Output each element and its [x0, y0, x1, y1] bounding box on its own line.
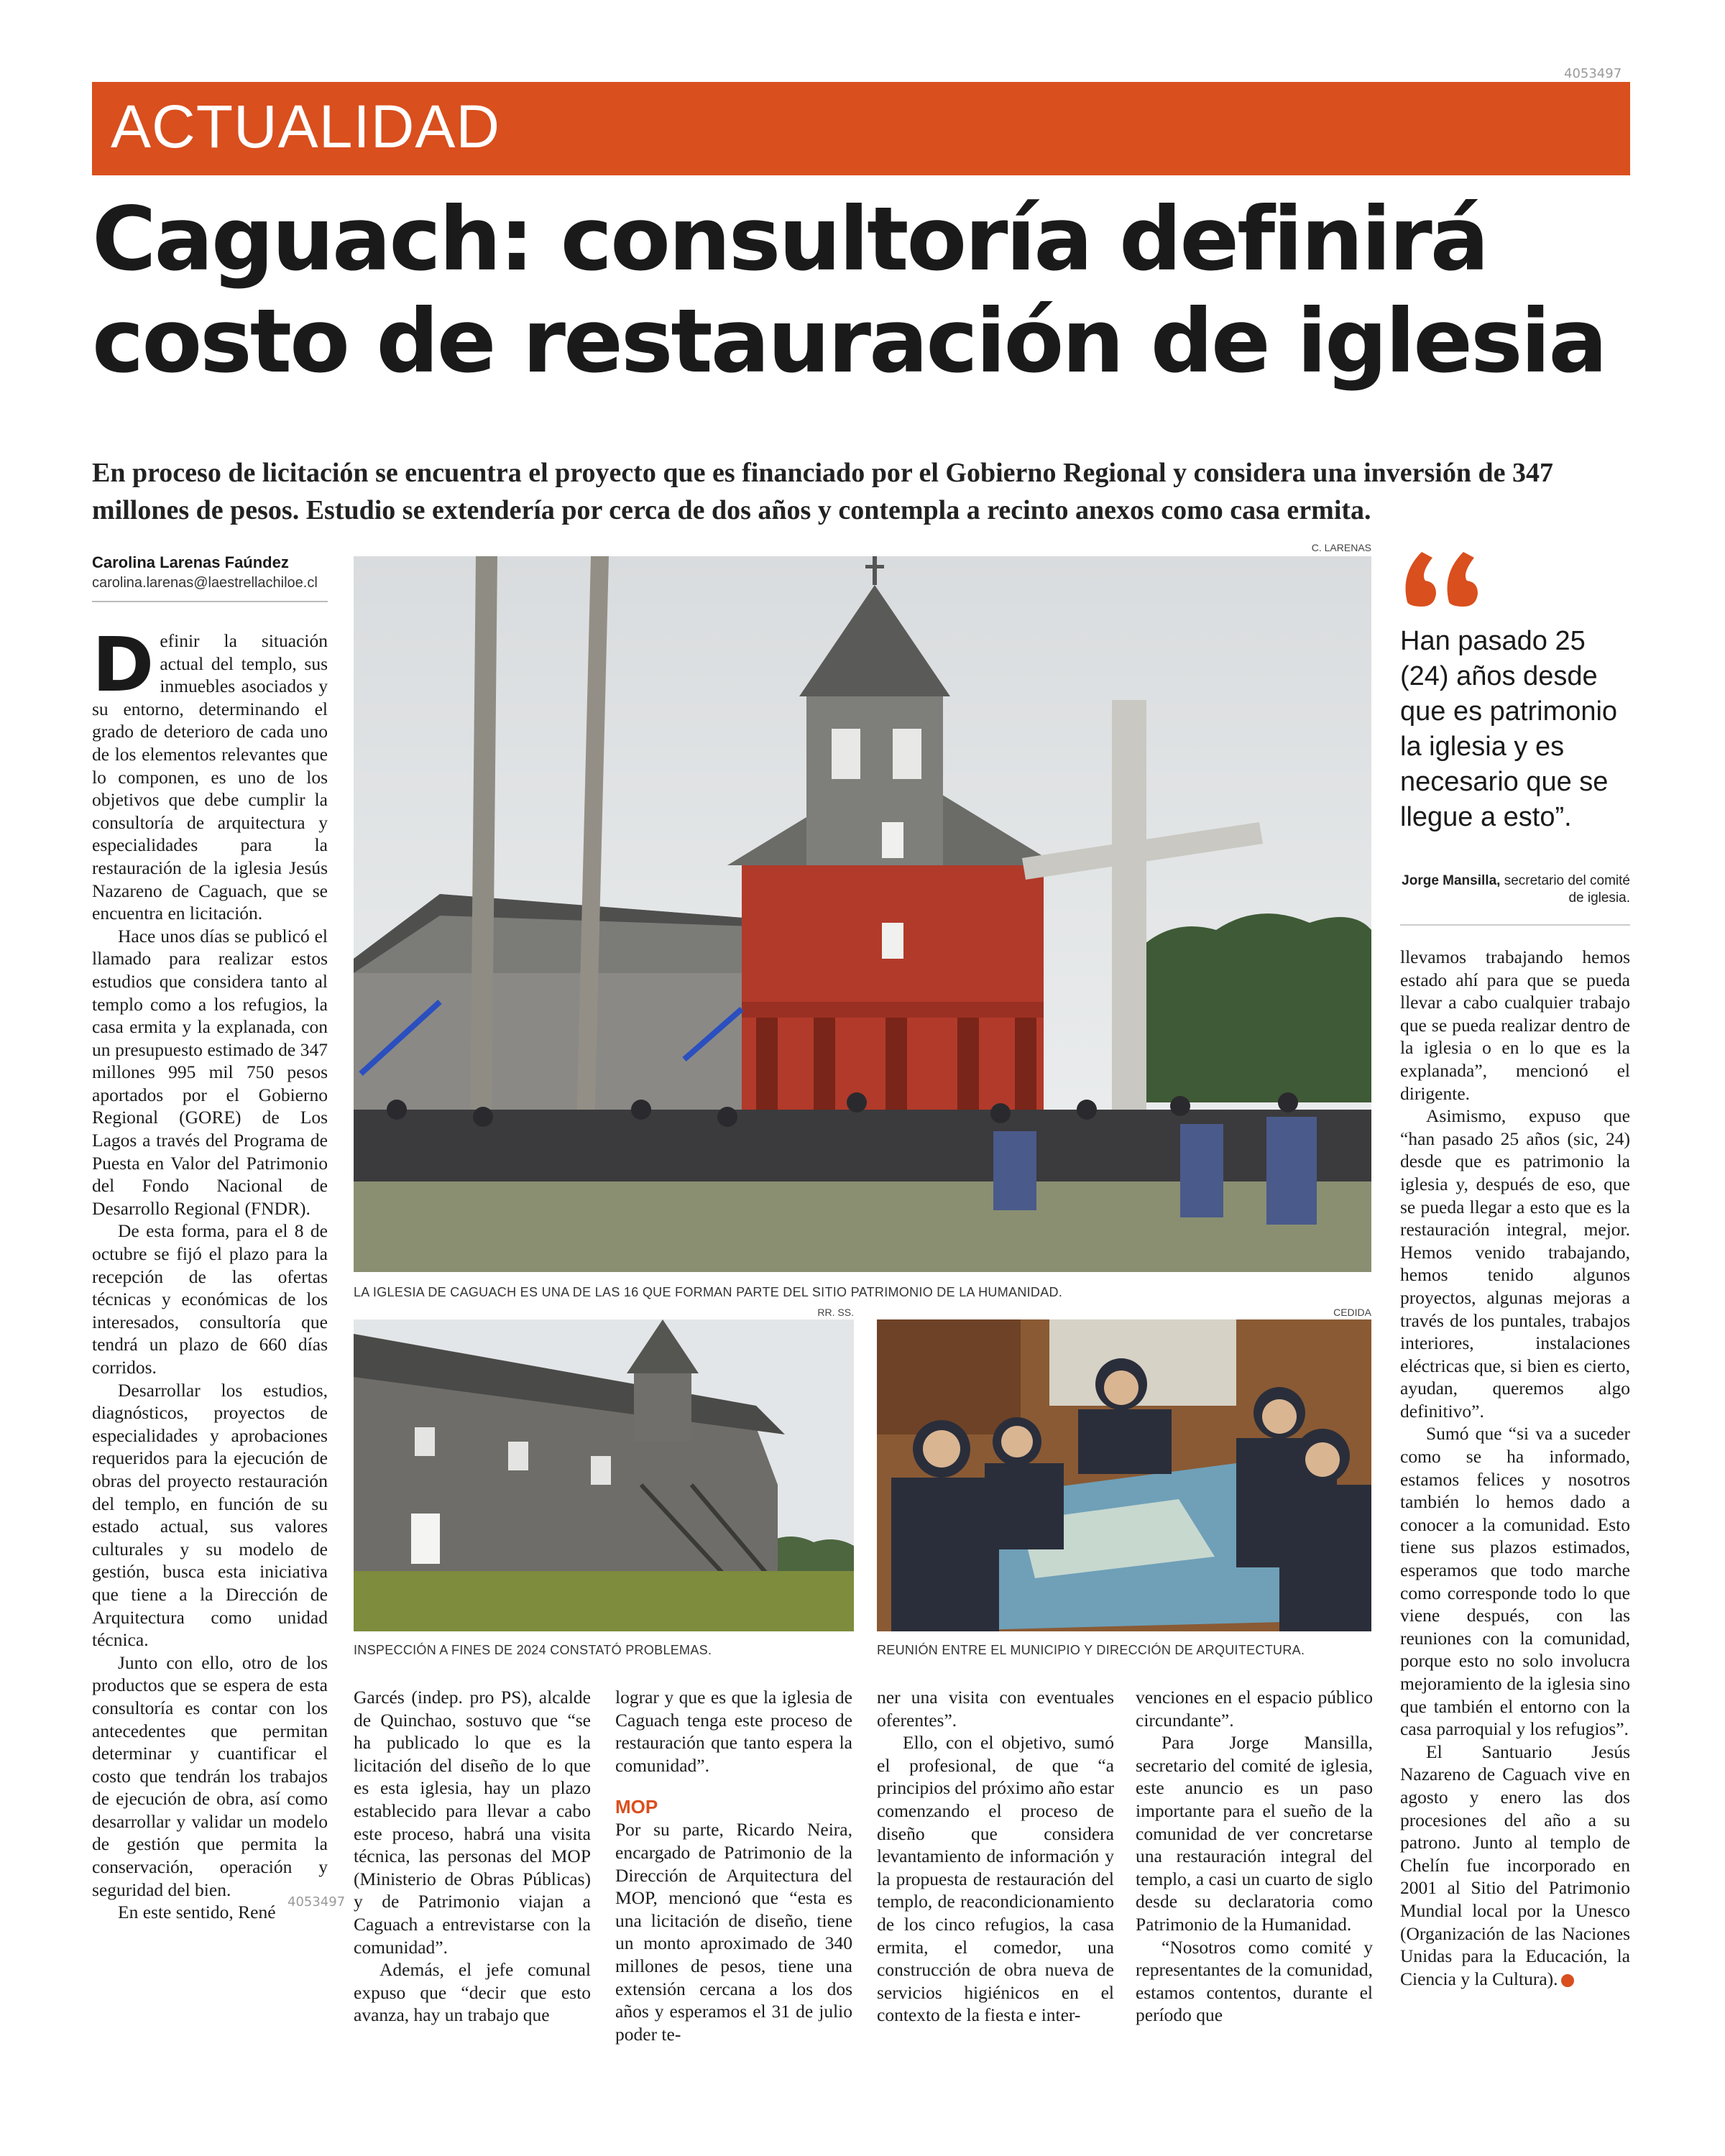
section-label: ACTUALIDAD [111, 93, 501, 160]
col6-paragraph-1: llevamos trabajando hemos estado ahí para que se pueda llevar a cabo cualquier trabajo que se pueda realizar dentro de la iglesia o en lo que es la explanada”, mencionó el dirigente. [1400, 946, 1630, 1104]
col1-paragraph-5: Junto con ello, otro de los productos que se espera de esta consultoría es contar con los antecedentes que permitan determinar y cuantificar el costo que tendrán los trabajos de ejecución de obra, así como desarrollar y validar un modelo de gestión que permita la conservación, operación y seguridad del bien. [92, 1651, 328, 1900]
col1-paragraph-3: De esta forma, para el 8 de octubre se fijó el plazo para la recepción de las ofertas técnicas y económicas de los interesados, consultoría que tendrá un plazo de 660 días corridos. [92, 1220, 328, 1378]
col5-paragraph-3: “Nosotros como comité y representantes de la comunidad, estamos contentos, durante el período que [1136, 1936, 1373, 2026]
church-side-caption: INSPECCIÓN A FINES DE 2024 CONSTATÓ PROBLEMAS. [354, 1643, 712, 1657]
col1-paragraph-4: Desarrollar los estudios, diagnósticos, proyectos de especialidades y aprobaciones requeridos para la ejecución de obras del proyecto restauración del templo, en función de su estado actual, sus valores culturales y su modelo de gestión, busca esta iniciativa que tiene a la Dirección de Arquitectura como unidad técnica. [92, 1379, 328, 1651]
byline-name: Carolina Larenas Faúndez [92, 553, 289, 571]
col2-paragraph-1: Garcés (indep. pro PS), alcalde de Quinchao, sostuvo que “se ha publicado lo que es la licitación del diseño de lo que es esta iglesia, hay un plazo establecido para llevar a cabo este proceso, habrá una visita técnica, las personas del MOP (Ministerio de Obras Públicas) y de Patrimonio viajan a Caguach a entrevistarse con la comunidad”. [354, 1687, 591, 1958]
opening-quote-icon [1400, 538, 1486, 609]
col4-paragraph-1: ner una visita con eventuales oferentes”. [877, 1687, 1114, 1731]
pull-quote-source-role: secretario del comité de iglesia. [1504, 873, 1630, 906]
clip-id-middle: 4053497 [288, 1894, 346, 1909]
section-banner [92, 82, 1630, 175]
headline-line-2: costo de restauración de iglesia [92, 290, 1606, 392]
headline-line-1: Caguach: consultoría definirá [92, 188, 1488, 290]
pull-quote-text: Han pasado 25 (24) años desde que es patrimonio la iglesia y es necesario que se llegue a esto”. [1400, 626, 1618, 832]
body-column-5 [1136, 1686, 1373, 2027]
col4-paragraph-2: Ello, con el objetivo, sumó el profesional, de que “a principios del próximo año estar comenzando el proceso de diseño que considera levantamiento de información y la propuesta de restauración del templo, de reacondicionamiento de los cinco refugios, la casa ermita, el comedor, una construcción de obra nueva de servicios higiénicos en el contexto de la fiesta e inter- [877, 1732, 1115, 2026]
byline-email[interactable]: carolina.larenas@laestrellachiloe.cl [92, 575, 318, 591]
pull-quote-source [1400, 872, 1630, 907]
col3-paragraph-2: Por su parte, Ricardo Neira, encargado de Patrimonio de la Dirección de Arquitectura del MOP, mencionó que “esta es una licitación de diseño, tiene un monto aproximado de 340 millones de pesos, tiene una extensión cercana a los dos años y esperamos el 31 de julio poder te- [615, 1819, 852, 2045]
col2-paragraph-2: Además, el jefe comunal expuso que “decir que esto avanza, hay un trabajo que [354, 1959, 591, 2026]
church-side-photo-credit: RR. SS. [817, 1307, 854, 1318]
meeting-photo [877, 1319, 1371, 1631]
church-photo-illustration [354, 556, 1371, 1272]
col1-paragraph-1: efinir la situación actual del templo, sus inmuebles asociados y su entorno, determinando el grado de deterioro de cada uno de los elementos relevantes que lo componen, es uno de los objetivos que debe cumplir la consultoría de arquitectura y especialidades para la restauración de la iglesia Jesús Nazareno de Caguach, que se encuentra en licitación. [92, 630, 328, 924]
end-of-article-icon [1561, 1974, 1574, 1987]
body-column-1 [92, 621, 328, 1924]
col1-paragraph-2: Hace unos días se publicó el llamado para realizar estos estudios que considera tanto al templo como a los refugios, la casa ermita y la explanada, con un presupuesto estimado de 347 millones 995 mil 750 pesos aportados por el Gobierno Regional (GORE) de Los Lagos a través del Programa de Puesta en Valor del Patrimonio del Fondo Nacional de Desarrollo Regional (FNDR). [92, 925, 328, 1219]
col6-paragraph-2: Asimismo, expuso que “han pasado 25 años (sic, 24) desde que es patrimonio la iglesia y, después de eso, que se pueda llegar a esto que es la restauración integral, mejor. Hemos venido trabajando, hemos tenido algunos proyectos, algunas mejoras a través de los puntales, trabajos interiores, instalaciones eléctricas que, si bien es cierto, ayudan, queremos algo definitivo”. [1400, 1105, 1630, 1422]
headline [92, 188, 1644, 392]
church-side-illustration [354, 1319, 854, 1631]
col6-paragraph-3: Sumó que “si va a suceder como se ha informado, estamos felices y nosotros también lo hemos dado a conocer a la comunidad. Esto tiene sus plazos estimados, esperamos que todo marche como corresponde todo lo que viene después, con las reuniones con la comunidad, porque esto no solo involucra mejoramiento de la iglesia sino que también el entorno con la casa parroquial y los refugios”. [1400, 1423, 1630, 1740]
col5-paragraph-1: venciones en el espacio público circundante”. [1136, 1687, 1373, 1731]
clip-id-top: 4053497 [1564, 66, 1622, 81]
subhead-mop: MOP [615, 1796, 658, 1818]
church-side-photo [354, 1319, 854, 1631]
col5-paragraph-2: Para Jorge Mansilla, secretario del comité de iglesia, este anuncio es un paso importante para el sueño de la comunidad de ver concretarse una restauración integral del templo, a casi un cuarto de siglo desde su declaratoria como Patrimonio de la Humanidad. [1136, 1732, 1373, 1935]
body-column-6 [1400, 946, 1630, 1990]
meeting-photo-caption: REUNIÓN ENTRE EL MUNICIPIO Y DIRECCIÓN DE ARQUITECTURA. [877, 1643, 1305, 1657]
meeting-illustration [877, 1319, 1371, 1631]
col3-paragraph-1: lograr y que es que la iglesia de Caguach tenga este proceso de restauración que tanto espera la comunidad”. [615, 1687, 852, 1776]
main-photo-credit: C. LARENAS [1311, 542, 1371, 553]
main-photo-church [354, 556, 1371, 1272]
body-column-3 [615, 1686, 852, 2045]
lead-paragraph: En proceso de licitación se encuentra el proyecto que es financiado por el Gobierno Regional y considera una inversión de 347 millones de pesos. Estudio se extendería por cerca de dos años y contempla a recinto anexos como casa ermita. [92, 458, 1553, 525]
col1-paragraph-6: En este sentido, René [118, 1902, 276, 1923]
body-column-4 [877, 1686, 1114, 2027]
drop-cap: D [92, 621, 155, 709]
body-column-2 [354, 1686, 591, 2027]
pull-quote-divider [1400, 924, 1630, 926]
col6-paragraph-4: El Santuario Jesús Nazareno de Caguach vive en agosto y enero las dos procesiones del año a su patrono. Junto al templo de Chelín fue incorporado en 2001 al Sitio del Patrimonio Mundial local por la Unesco (Organización de las Naciones Unidas para la Educación, la Ciencia y la Cultura). [1400, 1741, 1630, 1989]
byline-divider [92, 601, 328, 602]
meeting-photo-credit: CEDIDA [1333, 1307, 1371, 1318]
pull-quote-source-name: Jorge Mansilla, [1402, 873, 1501, 888]
main-photo-caption: LA IGLESIA DE CAGUACH ES UNA DE LAS 16 QUE FORMAN PARTE DEL SITIO PATRIMONIO DE LA HUMANIDAD. [354, 1285, 1063, 1299]
